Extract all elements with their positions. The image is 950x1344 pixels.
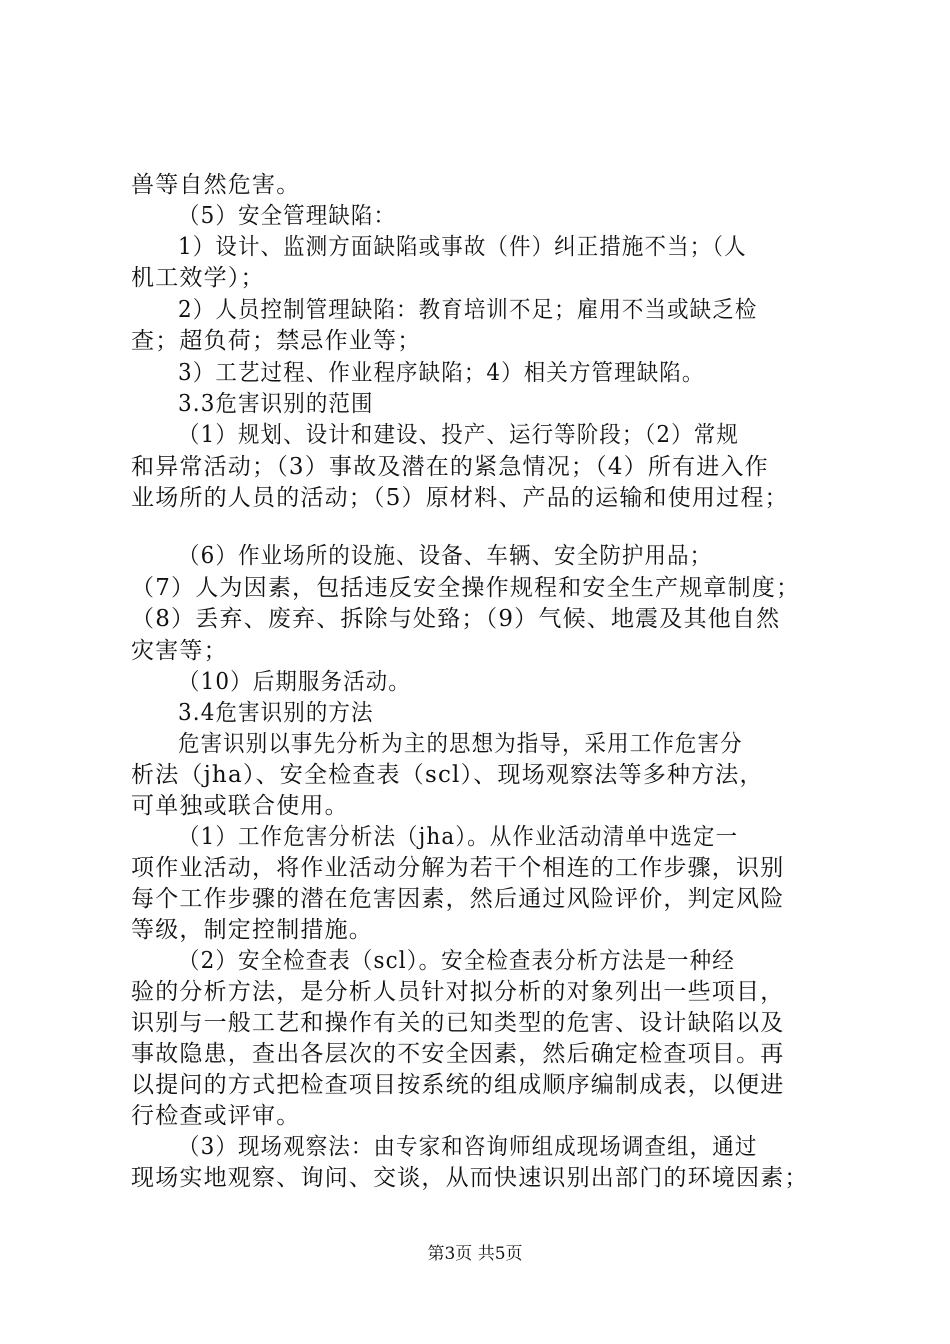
text-line: 现场实地观察、询问、交谈，从而快速识别出部门的环境因素； [131,1165,809,1191]
text-line: 和异常活动；（3）事故及潜在的紧急情况；（4）所有进入作 [131,454,769,480]
text-line: 查；超负荷；禁忌作业等； [131,328,422,354]
text-line: （1）规划、设计和建设、投产、运行等阶段；（2）常规 [178,422,739,448]
text-line: 兽等自然危害。 [131,172,301,198]
text-line: 危害识别以事先分析为主的思想为指导，采用工作危害分 [178,731,743,757]
text-line: 验的分析方法，是分析人员针对拟分析的对象列出一些项目， [131,979,785,1005]
text-line: 行检查或评审。 [131,1103,301,1129]
text-line: （1）工作危害分析法（jha）。从作业活动清单中选定一 [178,824,739,850]
section-heading: 3.4危害识别的方法 [178,700,374,726]
text-line: 以提问的方式把检查项目按系统的组成顺序编制成表，以便进 [131,1072,785,1098]
text-line: 项作业活动，将作业活动分解为若干个相连的工作步骤，识别 [131,855,785,881]
text-line: 3）工艺过程、作业程序缺陷；4）相关方管理缺陷。 [178,360,705,386]
text-line: （10）后期服务活动。 [178,669,411,695]
text-line: （5）安全管理缺陷： [178,203,397,229]
text-line: 析法（jha）、安全检查表（scl）、现场观察法等多种方法， [131,762,764,788]
section-heading: 3.3危害识别的范围 [178,391,374,417]
text-line: （2）安全检查表（scl）。安全检查表分析方法是一种经 [178,948,735,974]
text-line: 事故隐患，查出各层次的不安全因素，然后确定检查项目。再 [131,1041,785,1067]
text-line: （3）现场观察法：由专家和咨询师组成现场调查组，通过 [178,1134,758,1160]
text-line: 识别与一般工艺和操作有关的已知类型的危害、设计缺陷以及 [131,1010,785,1036]
text-line: 业场所的人员的活动；（5）原材料、产品的运输和使用过程； [131,485,789,511]
text-line: 可单独或联合使用。 [131,793,349,819]
text-line: （6）作业场所的设施、设备、车辆、安全防护用品； [178,543,713,569]
text-line: 每个工作步骤的潜在危害因素，然后通过风险评价，判定风险 [131,886,785,912]
text-line: （7）人为因素，包括违反安全操作规程和安全生产规章制度； [131,575,801,601]
page-number: 第3页 共5页 [427,1244,523,1264]
text-line: 灾害等； [131,638,228,664]
text-line: 机工效学）； [131,265,265,291]
text-line: 2）人员控制管理缺陷：教育培训不足；雇用不当或缺乏检 [178,297,758,323]
text-line: （8）丢弃、废弃、拆除与处臵；（9）气候、地震及其他自然 [131,606,781,632]
text-line: 等级，制定控制措施。 [131,917,373,943]
text-line: 1）设计、监测方面缺陷或事故（件）纠正措施不当；（人 [178,234,747,260]
